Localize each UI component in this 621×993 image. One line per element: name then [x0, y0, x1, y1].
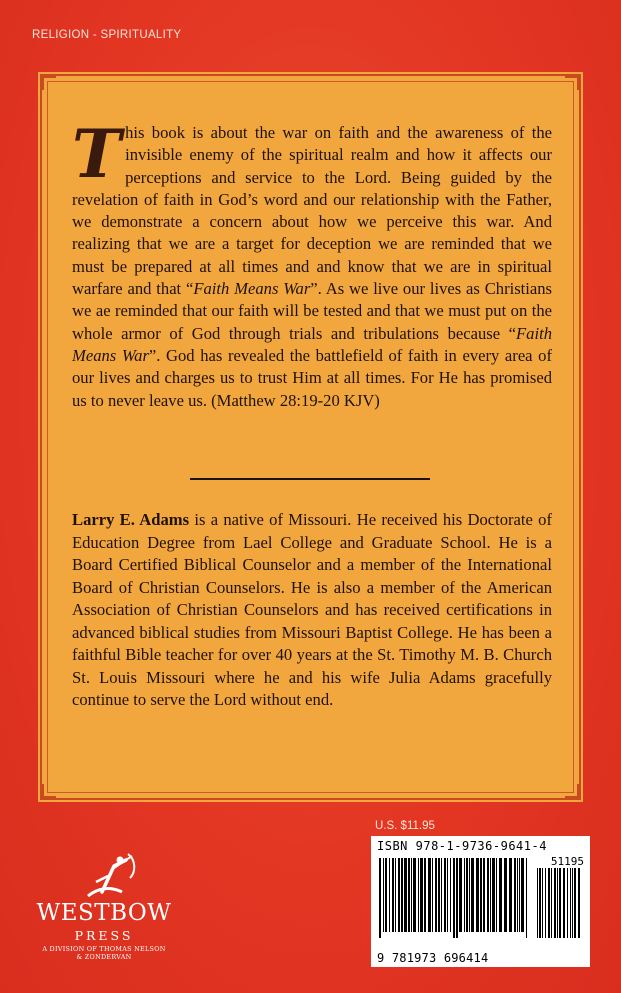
publisher-division-line1: A DIVISION OF THOMAS NELSON [42, 945, 166, 953]
frame-corner-ornament [565, 784, 579, 798]
description-panel [38, 72, 583, 802]
author-bio-text: is a native of Missouri. He received his Doctorate of Education Degree from Lael College and Graduate School. He is a Board Certified Biblical Counselor and a member of the International Board of Christian Counselors. He is also a member of the American Association of Christian Counselors and has received certifications in advanced biblical studies from Missouri Baptist College. He has been a faithful Bible teacher for over 40 years at the St. Timothy M. B. Church St. Louis Missouri where he and his wife Julia Adams gracefully continue to serve the Lord without end. [72, 510, 553, 709]
frame-corner-ornament [42, 784, 56, 798]
section-divider [190, 478, 430, 480]
blurb-text-1: his book is about the war on faith and the awareness of the invisible enemy of the spiritual realm and how it affects our perceptions and service to the Lord. Being guided by the revelation of faith in God’s word and our relationship with the Father, we demonstrate a concern about how we perceive this war. And realizing that we are a target for deception we are reminded that we must be prepared at all times and and know that we are in spiritual warfare and that “ [72, 123, 552, 299]
author-name: Larry E. Adams [72, 510, 190, 529]
isbn-label: ISBN 978-1-9736-9641-4 [377, 839, 547, 853]
isbn-barcode [371, 836, 590, 967]
publisher-press: PRESS [74, 928, 134, 943]
blurb-text-2: ”. As we live our lives as Christians we ae reminded that our faith will be tested and that we must put on the whole armor of God through trials and tribulations because “ [72, 279, 552, 343]
publisher-division [28, 945, 180, 961]
publisher-logo [28, 852, 180, 964]
category-label: RELIGION - SPIRITUALITY [32, 29, 182, 41]
frame-corner-ornament [565, 76, 579, 90]
barcode-bars [377, 858, 584, 950]
ean-digits: 9 781973 696414 [377, 951, 489, 965]
frame-corner-ornament [42, 76, 56, 90]
blurb-text-3: ”. God has revealed the battlefield of faith in every area of our lives and charges us to trust Him at all times. For He has promised us to never leave us. (Matthew 28:19-20 KJV) [72, 345, 552, 410]
archer-icon [28, 852, 180, 902]
drop-cap: T [72, 115, 122, 193]
price-label: U.S. $11.95 [375, 820, 435, 832]
book-blurb [72, 115, 552, 412]
publisher-division-line2: & ZONDERVAN [76, 953, 132, 961]
author-bio [72, 509, 552, 712]
blurb-emphasis-2: Faith Means War [72, 323, 552, 365]
publisher-name: WESTBOW [36, 900, 172, 926]
price-code: 51195 [550, 855, 584, 868]
blurb-emphasis-1: Faith Means War [193, 279, 311, 299]
